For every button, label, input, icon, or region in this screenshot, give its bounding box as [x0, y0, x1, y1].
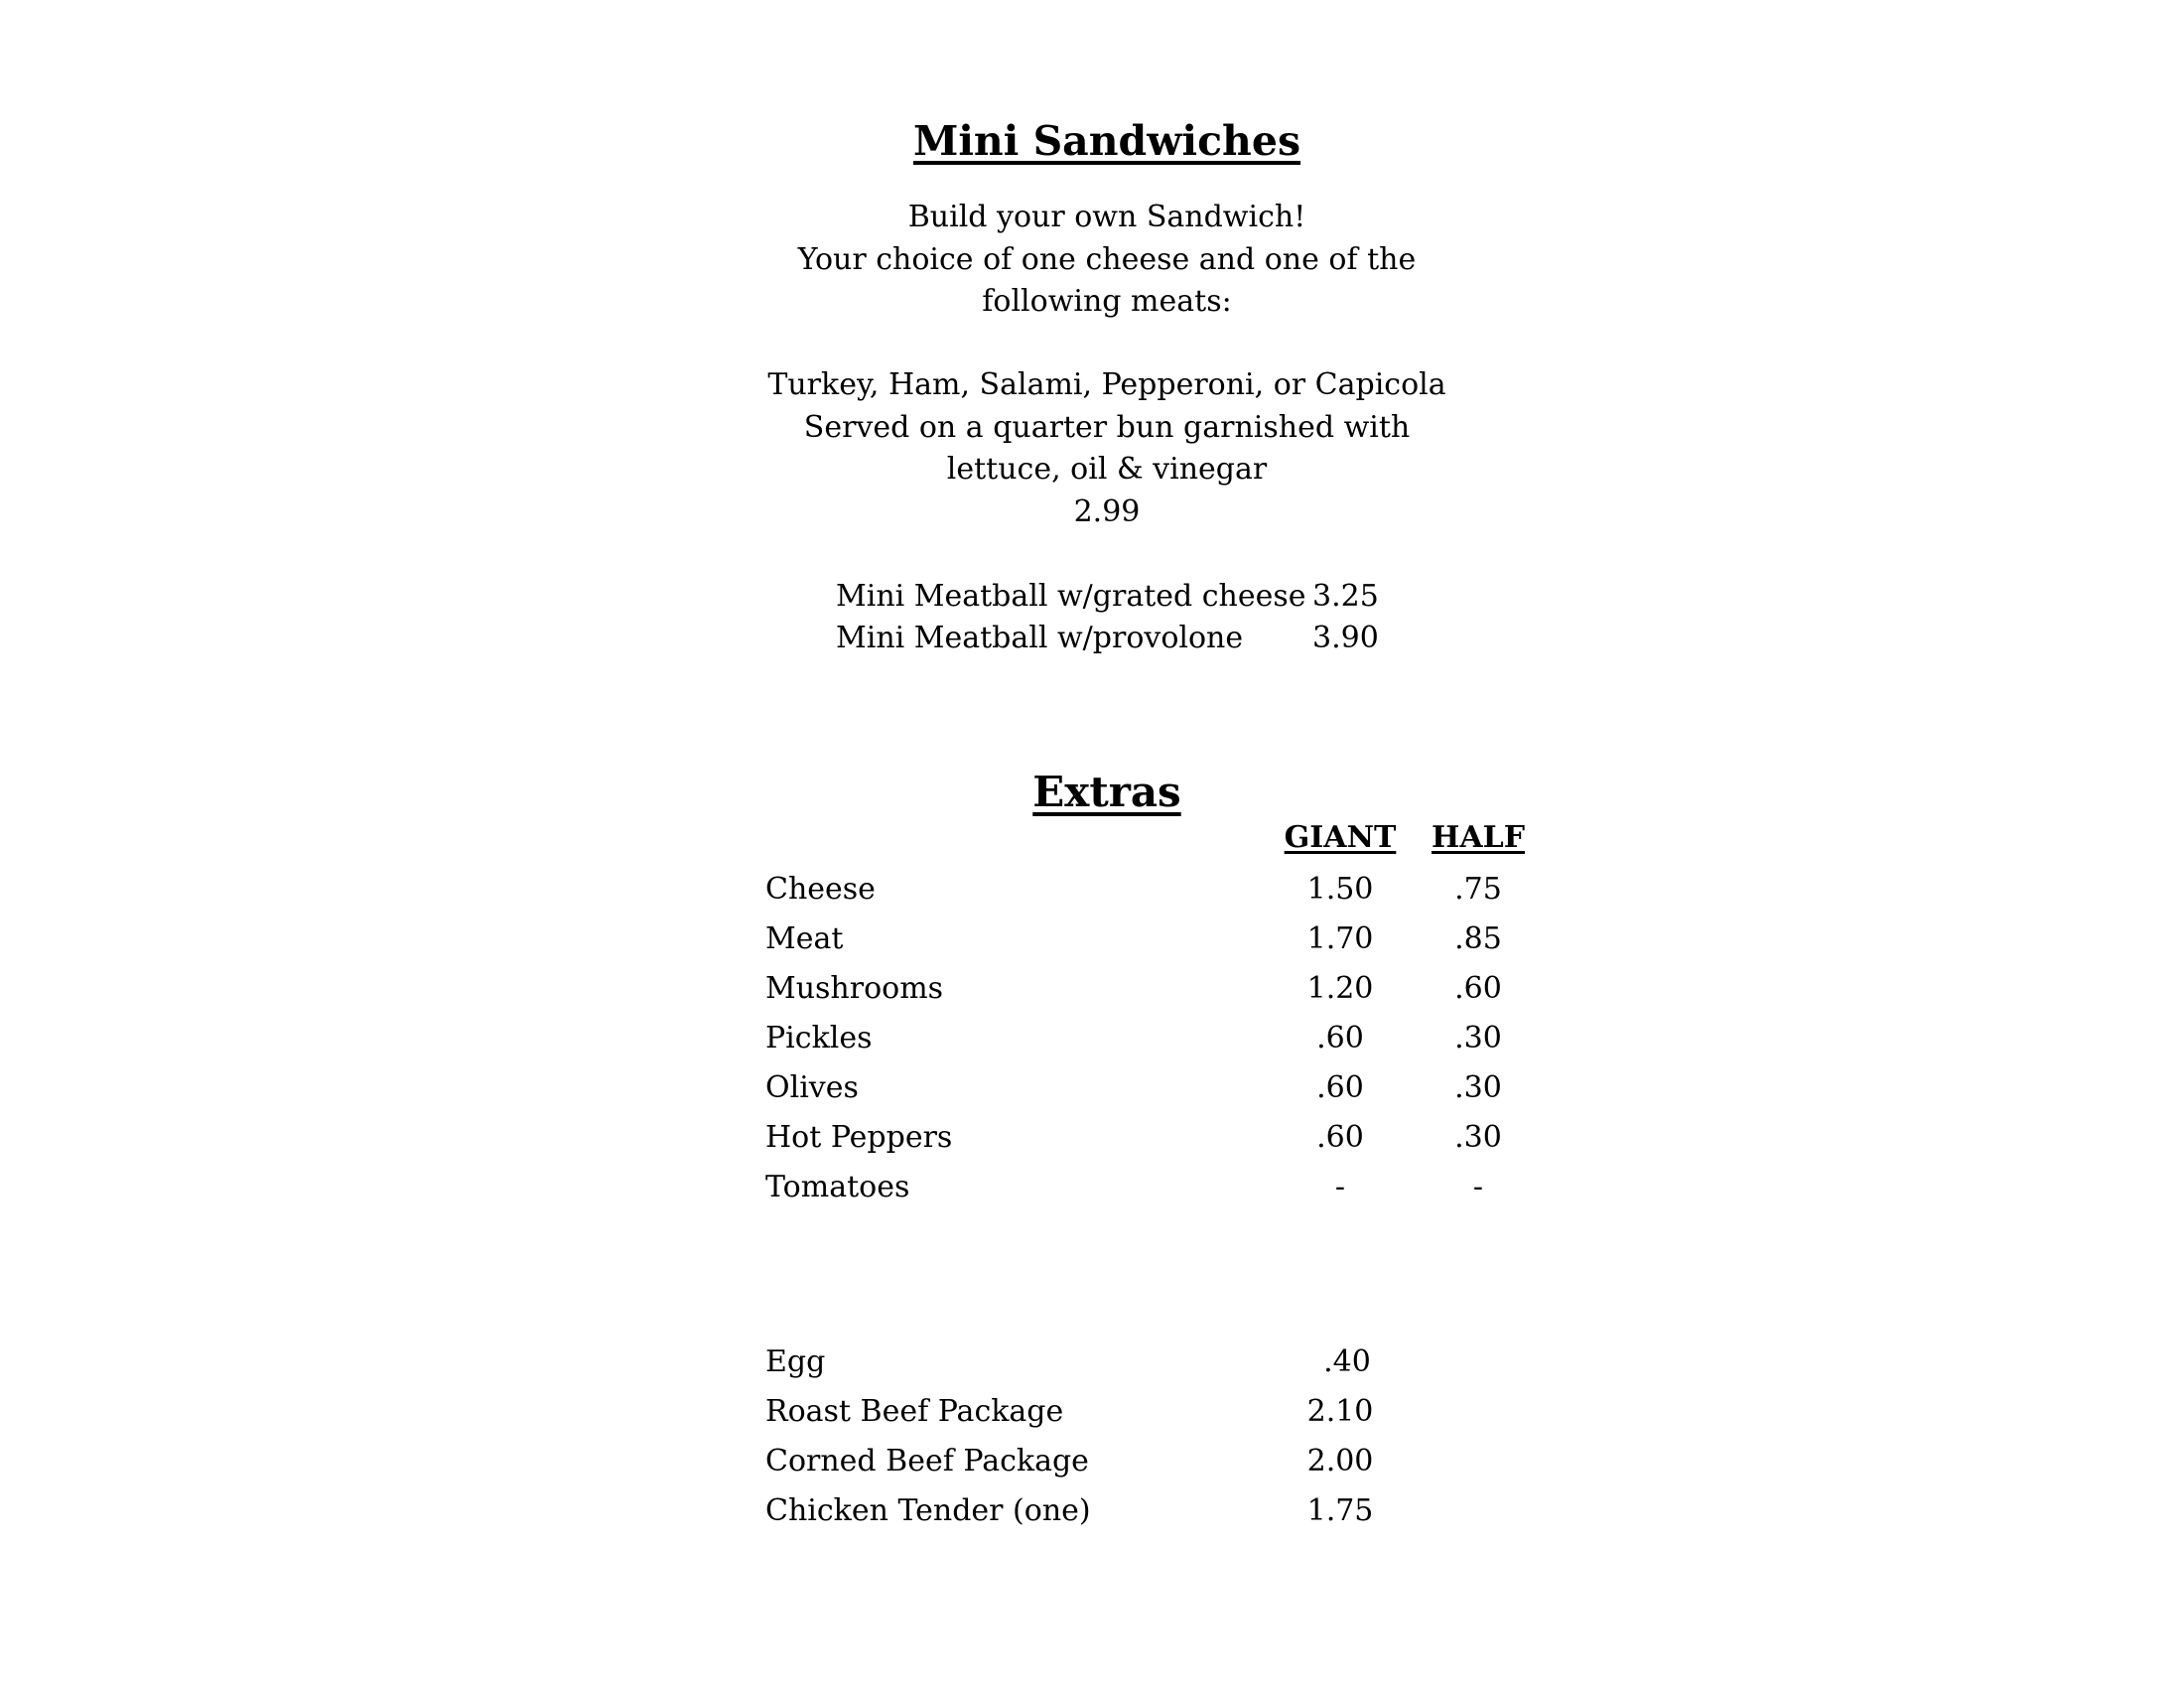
extra-half-price: .30 [1454, 1070, 1502, 1105]
extra-item-name: Pickles [765, 1021, 873, 1055]
extra-item-name: Mushrooms [765, 971, 944, 1006]
meatball-item-name: Mini Meatball w/grated cheese [836, 579, 1306, 614]
half-column-header: HALF [1431, 820, 1526, 855]
extra-item-name: Hot Peppers [765, 1120, 953, 1155]
garnish-line: lettuce, oil & vinegar [946, 452, 1268, 487]
extras-row [0, 1166, 2184, 1209]
extra-giant-price: 1.70 [1306, 921, 1374, 956]
single-extra-row [0, 1489, 2184, 1533]
extra-half-price: .85 [1454, 921, 1502, 956]
single-extra-name: Egg [765, 1344, 826, 1379]
extra-half-price: .75 [1454, 872, 1502, 907]
mini-sandwiches-intro [0, 197, 2184, 324]
extra-half-price: .60 [1454, 971, 1502, 1006]
intro-line: Build your own Sandwich! [907, 200, 1306, 234]
intro-line: Your choice of one cheese and one of the [797, 241, 1417, 277]
single-extra-price: 2.10 [1306, 1394, 1374, 1429]
extras-title: Extras [1032, 768, 1181, 816]
extra-item-name: Olives [765, 1070, 859, 1105]
single-extra-price: 1.75 [1306, 1493, 1374, 1528]
single-extra-name: Roast Beef Package [765, 1394, 1064, 1429]
extra-item-name: Tomatoes [765, 1170, 910, 1204]
single-extra-row [0, 1440, 2184, 1483]
extra-giant-price: - [1334, 1170, 1346, 1204]
meatball-item-price: 3.90 [1312, 621, 1379, 655]
single-extra-name: Corned Beef Package [765, 1444, 1089, 1478]
single-extra-row [0, 1390, 2184, 1434]
extra-giant-price: .60 [1316, 1021, 1364, 1055]
extra-giant-price: .60 [1316, 1120, 1364, 1155]
extra-giant-price: 1.20 [1306, 971, 1374, 1006]
mini-sandwich-price: 2.99 [1073, 493, 1141, 529]
extra-item-name: Meat [765, 921, 844, 956]
single-extra-price: 2.00 [1306, 1444, 1374, 1478]
single-extra-price: .40 [1323, 1344, 1371, 1379]
extra-half-price: .30 [1454, 1120, 1502, 1155]
mini-sandwiches-title: Mini Sandwiches [912, 117, 1301, 165]
extra-item-name: Cheese [765, 872, 876, 907]
meatball-item-price: 3.25 [1312, 579, 1379, 614]
extras-row [0, 967, 2184, 1011]
extras-row [0, 917, 2184, 961]
single-extra-name: Chicken Tender (one) [765, 1493, 1091, 1528]
extra-half-price: - [1472, 1170, 1484, 1204]
meat-options-line: Turkey, Ham, Salami, Pepperoni, or Capicola [767, 367, 1446, 402]
extras-row [0, 1017, 2184, 1060]
extra-giant-price: .60 [1316, 1070, 1364, 1105]
meatball-item-name: Mini Meatball w/provolone [836, 621, 1244, 655]
extras-row [0, 1066, 2184, 1110]
extras-row [0, 868, 2184, 912]
extras-row [0, 1116, 2184, 1160]
giant-column-header: GIANT [1284, 820, 1397, 855]
extra-giant-price: 1.50 [1306, 872, 1374, 907]
extra-half-price: .30 [1454, 1021, 1502, 1055]
single-extra-row [0, 1340, 2184, 1384]
intro-line: following meats: [982, 284, 1232, 319]
mini-sandwiches-details [0, 364, 2184, 533]
serving-line: Served on a quarter bun garnished with [803, 409, 1411, 445]
